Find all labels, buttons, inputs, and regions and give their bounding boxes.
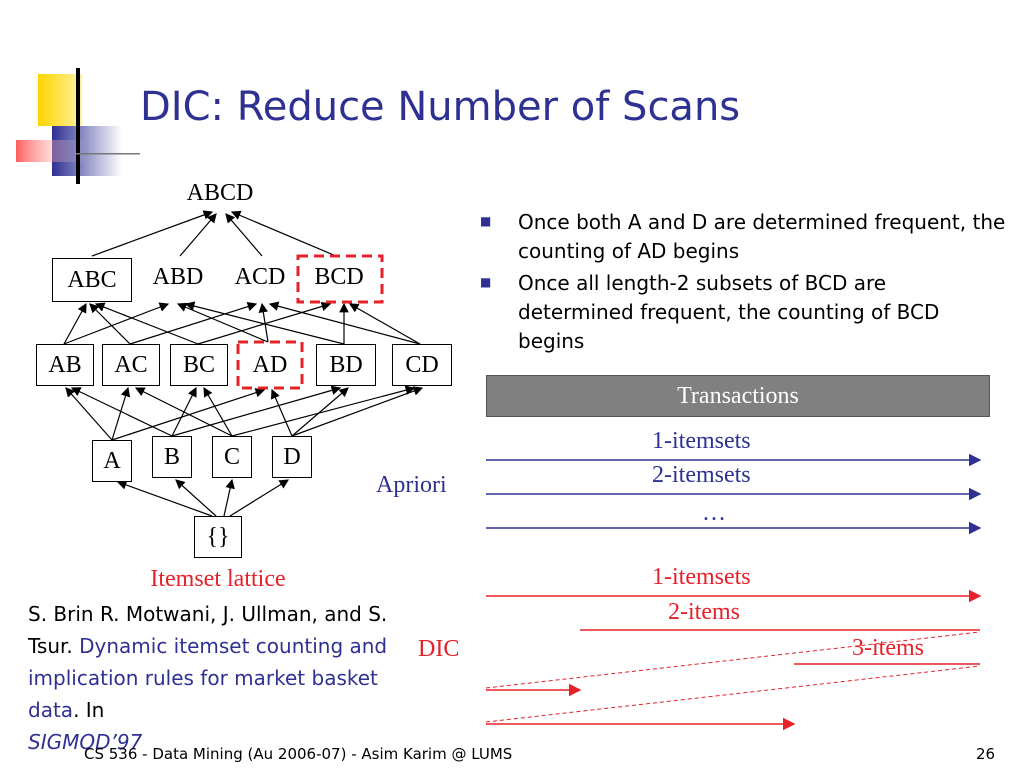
reference-authors: S. Brin R. Motwani, J. Ullman, and S. Tsur. [28,602,388,658]
node-d: D [272,436,312,478]
dic-label: DIC [418,636,460,662]
dic-row-2: 2-items [668,599,740,625]
node-bd: BD [316,344,376,386]
reference-venue: SIGMOD’97 [28,730,143,754]
apriori-row-1: 1-itemsets [652,428,751,454]
node-empty: {} [194,516,242,558]
node-abcd: ABCD [186,180,254,206]
page-number: 26 [976,745,996,763]
apriori-label: Apriori [376,472,447,498]
dic-row-1: 1-itemsets [652,564,751,590]
bullet-item: ■ Once all length-2 subsets of BCD are determined frequent, the counting of BCD begins [478,269,1008,356]
node-ad: AD [252,351,288,378]
node-abc: ABC [52,258,132,302]
node-abd: ABD [152,264,204,290]
bullet-item: ■ Once both A and D are determined frequent, the counting of AD begins [478,208,1008,266]
node-acd: ACD [234,264,286,290]
transactions-header: Transactions [486,375,990,417]
slide-footer: CS 536 - Data Mining (Au 2006-07) - Asim Karim @ LUMS [84,745,513,763]
bullet-marker-icon: ■ [480,275,492,289]
dic-row-3: 3-items [852,635,924,661]
reference-paper-link[interactable]: Dynamic itemset counting and implication rules for market basket data [28,634,388,722]
slide-title: DIC: Reduce Number of Scans [140,84,741,130]
bullet-marker-icon: ■ [480,214,492,228]
bullet-list [478,208,1008,359]
node-c: C [212,436,252,478]
reference-in: . In [73,698,105,722]
node-ab: AB [36,344,94,386]
reference [28,598,428,758]
apriori-row-3: … [702,500,726,526]
node-b: B [152,436,192,478]
node-cd: CD [392,344,452,386]
node-a: A [92,440,132,482]
node-ac: AC [102,344,160,386]
node-bc: BC [170,344,228,386]
lattice-caption: Itemset lattice [150,566,286,592]
node-bcd: BCD [314,264,364,290]
apriori-row-2: 2-itemsets [652,462,751,488]
